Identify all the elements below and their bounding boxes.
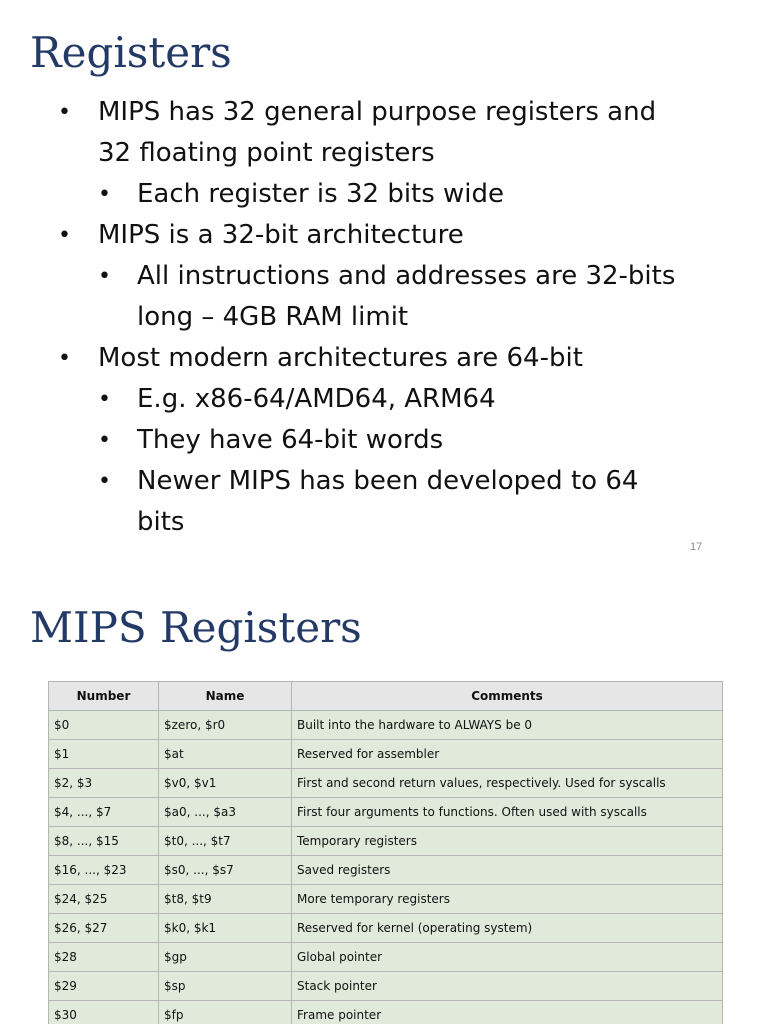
cell-name: $fp bbox=[159, 1001, 292, 1024]
cell-number: $0 bbox=[49, 711, 159, 740]
cell-number: $4, ..., $7 bbox=[49, 798, 159, 827]
bullet-text-line: 32 floating point registers bbox=[98, 138, 435, 168]
cell-name: $a0, ..., $a3 bbox=[159, 798, 292, 827]
table-row bbox=[49, 827, 723, 856]
registers-table bbox=[48, 681, 723, 1024]
bullet-text-line: bits bbox=[137, 507, 185, 537]
bullet-text-line: They have 64-bit words bbox=[137, 425, 444, 455]
bullet-dot-icon: • bbox=[58, 346, 71, 371]
bullet-text-line: Newer MIPS has been developed to 64 bbox=[137, 466, 639, 496]
table-header-row bbox=[49, 682, 723, 711]
table-row bbox=[49, 914, 723, 943]
bullet-dot-icon: • bbox=[98, 264, 111, 289]
cell-comments: Saved registers bbox=[292, 856, 723, 885]
cell-comments: First and second return values, respectively. Used for syscalls bbox=[292, 769, 723, 798]
slide-mips-registers bbox=[0, 580, 768, 1024]
bullet-list bbox=[0, 92, 768, 543]
cell-name: $t8, $t9 bbox=[159, 885, 292, 914]
bullet-dot-icon: • bbox=[98, 182, 111, 207]
table-row bbox=[49, 885, 723, 914]
bullet-text-line: MIPS is a 32-bit architecture bbox=[98, 220, 464, 250]
cell-name: $zero, $r0 bbox=[159, 711, 292, 740]
sub-bullet-item bbox=[0, 379, 768, 420]
table-row bbox=[49, 711, 723, 740]
sub-bullet-item bbox=[0, 420, 768, 461]
sub-bullet-item bbox=[0, 461, 768, 543]
bullet-dot-icon: • bbox=[98, 469, 111, 494]
table-row bbox=[49, 1001, 723, 1024]
bullet-dot-icon: • bbox=[98, 387, 111, 412]
cell-name: $at bbox=[159, 740, 292, 769]
cell-number: $28 bbox=[49, 943, 159, 972]
column-header-name: Name bbox=[159, 682, 292, 711]
bullet-item bbox=[0, 215, 768, 256]
cell-number: $16, ..., $23 bbox=[49, 856, 159, 885]
cell-comments: First four arguments to functions. Often used with syscalls bbox=[292, 798, 723, 827]
cell-comments: Stack pointer bbox=[292, 972, 723, 1001]
slide-title: Registers bbox=[30, 28, 232, 77]
bullet-text-line: long – 4GB RAM limit bbox=[137, 302, 409, 332]
table-row bbox=[49, 769, 723, 798]
cell-comments: Global pointer bbox=[292, 943, 723, 972]
slide-number: 17 bbox=[690, 541, 703, 553]
bullet-text-line: E.g. x86-64/AMD64, ARM64 bbox=[137, 384, 496, 414]
cell-name: $t0, ..., $t7 bbox=[159, 827, 292, 856]
table-row bbox=[49, 943, 723, 972]
cell-comments: Built into the hardware to ALWAYS be 0 bbox=[292, 711, 723, 740]
cell-number: $24, $25 bbox=[49, 885, 159, 914]
cell-name: $v0, $v1 bbox=[159, 769, 292, 798]
cell-comments: Reserved for kernel (operating system) bbox=[292, 914, 723, 943]
bullet-text-line: MIPS has 32 general purpose registers and bbox=[98, 97, 657, 127]
cell-name: $s0, ..., $s7 bbox=[159, 856, 292, 885]
bullet-dot-icon: • bbox=[58, 223, 71, 248]
bullet-item bbox=[0, 92, 768, 174]
cell-comments: More temporary registers bbox=[292, 885, 723, 914]
bullet-text-line: Most modern architectures are 64-bit bbox=[98, 343, 583, 373]
bullet-dot-icon: • bbox=[58, 100, 71, 125]
bullet-text-line: Each register is 32 bits wide bbox=[137, 179, 505, 209]
cell-name: $sp bbox=[159, 972, 292, 1001]
cell-name: $gp bbox=[159, 943, 292, 972]
table-row bbox=[49, 972, 723, 1001]
slide-title: MIPS Registers bbox=[30, 603, 362, 652]
cell-number: $26, $27 bbox=[49, 914, 159, 943]
cell-number: $30 bbox=[49, 1001, 159, 1024]
cell-number: $8, ..., $15 bbox=[49, 827, 159, 856]
bullet-item bbox=[0, 338, 768, 379]
cell-number: $29 bbox=[49, 972, 159, 1001]
cell-number: $1 bbox=[49, 740, 159, 769]
table-body bbox=[49, 711, 723, 1024]
cell-comments: Frame pointer bbox=[292, 1001, 723, 1024]
sub-bullet-item bbox=[0, 174, 768, 215]
cell-number: $2, $3 bbox=[49, 769, 159, 798]
column-header-number: Number bbox=[49, 682, 159, 711]
table-row bbox=[49, 856, 723, 885]
sub-bullet-item bbox=[0, 256, 768, 338]
bullet-text-line: All instructions and addresses are 32-bits bbox=[137, 261, 676, 291]
table-row bbox=[49, 798, 723, 827]
column-header-comments: Comments bbox=[292, 682, 723, 711]
cell-comments: Reserved for assembler bbox=[292, 740, 723, 769]
cell-name: $k0, $k1 bbox=[159, 914, 292, 943]
cell-comments: Temporary registers bbox=[292, 827, 723, 856]
table-row bbox=[49, 740, 723, 769]
bullet-dot-icon: • bbox=[98, 428, 111, 453]
